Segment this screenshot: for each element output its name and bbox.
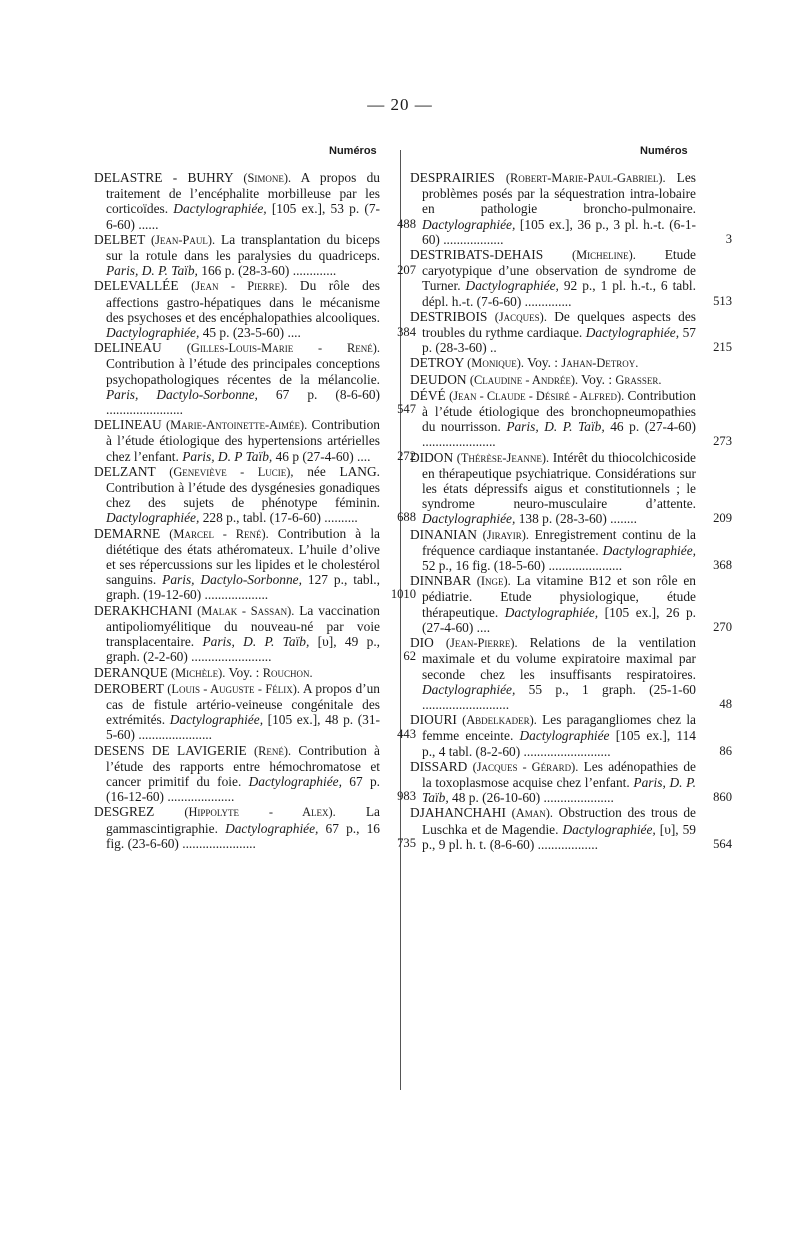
entry-number: 488 [397, 216, 416, 231]
entry-details: [105 ex.], 48 p. (31-5-60) ...................... [106, 712, 380, 743]
entry-title: Les problèmes posés par la séquestration intra-lobaire en pathologie broncho-pulmonaire. [422, 170, 696, 217]
author-given-names: (Monique). [467, 356, 525, 371]
entry-number: 207 [397, 263, 416, 278]
author-given-names: (Jean-Paul). [150, 232, 216, 247]
bibliography-entry [94, 804, 416, 851]
author-surname: DIO [410, 635, 434, 651]
entry-text [94, 603, 384, 665]
author-given-names: (Malak - Sassan). [197, 603, 295, 618]
entry-publisher: Paris, D. P Taïb, [182, 448, 273, 464]
entry-title: Voy. : [578, 371, 616, 387]
author-surname: DIDON [410, 449, 454, 465]
author-given-names: (René). [253, 743, 292, 758]
bibliography-entry [94, 602, 416, 665]
author-surname: DJAHANCHAHI [410, 805, 506, 821]
author-surname: DELZANT [94, 463, 156, 479]
author-surname: DELASTRE - BUHRY [94, 170, 234, 185]
entry-title: Les paragangliomes chez la femme enceinte. [422, 712, 696, 744]
entry-text [94, 170, 384, 232]
entry-text [410, 635, 700, 712]
author-surname: DERANQUE [94, 664, 168, 680]
entry-text [410, 388, 700, 450]
author-given-names: (Jean-Pierre). [445, 636, 518, 651]
left-column-header: Numéros [329, 145, 377, 157]
entry-publisher: Dactylographiée, [106, 510, 200, 526]
author-given-names: (Abdelkader). [462, 713, 537, 728]
entry-details: [105 ex.], 53 p. (7-6-60) ...... [106, 201, 380, 232]
entry-details: [υ], 59 p., 9 pl. h. t. (8-6-60) .................. [422, 821, 697, 852]
author-given-names: (Aman). [511, 806, 553, 821]
entry-details: [105 ex.], 36 p., 3 pl. h.-t. (6-1-60) .................. [422, 216, 696, 247]
author-surname: DEUDON [410, 371, 467, 387]
entry-text [410, 372, 700, 388]
entry-publisher: Dactylographiée, [422, 681, 516, 697]
bibliography-entry [94, 340, 416, 418]
entry-text [94, 417, 384, 464]
entry-number: 688 [397, 510, 416, 525]
author-surname: DESPRAIRIES [410, 170, 495, 185]
author-surname: DESTRIBOIS [410, 308, 488, 324]
author-surname: DELINEAU [94, 417, 162, 433]
entry-text [410, 805, 700, 852]
entry-text [410, 573, 700, 635]
entry-text [94, 804, 384, 851]
author-surname: DELBET [94, 231, 146, 247]
entry-publisher: Paris, Dactylo-Sorbonne, [162, 572, 302, 588]
entry-number: 547 [397, 402, 416, 417]
entry-details: Rouchon. [262, 665, 313, 680]
entry-text [410, 759, 700, 806]
entry-number: 368 [713, 558, 732, 573]
entry-number: 443 [397, 727, 416, 742]
entry-title: Du rôle des affections gastro-hépatiques dans le mécanisme des psychoses et des encéphalopathies alcooliques. [106, 278, 380, 325]
entry-publisher: Paris, D. P. Taïb, [506, 419, 605, 435]
entry-number: 86 [719, 743, 732, 758]
entry-text [410, 450, 700, 527]
entry-details: [105 ex.], 114 p., 4 tabl. (8-2-60) .......................... [422, 728, 696, 759]
author-surname: DISSARD [410, 758, 468, 774]
author-surname: DINNBAR [410, 573, 472, 589]
author-surname: DIOURI [410, 712, 457, 728]
entry-details: 127 p., tabl., graph. (19-12-60) ................... [106, 572, 380, 603]
author-surname: DELINEAU [94, 340, 162, 356]
author-given-names: (Marcel - René). [169, 526, 269, 541]
entry-title: La vitamine B12 et son rôle en pédiatrie. Etude physiologique, étude thérapeutique. [422, 573, 696, 620]
entry-number: 983 [397, 789, 416, 804]
entry-number: 384 [397, 325, 416, 340]
entry-title: Relations de la ventilation maximale et du volume expiratoire maximal par seconde chez les insuffisants respiratoires. [422, 635, 696, 682]
author-given-names: (Thérèse-Jeanne). [456, 450, 550, 465]
page-number: — 20 — [367, 95, 433, 114]
entry-title: Les adénopathies de la toxoplasmose acquise chez l’enfant. [422, 758, 696, 790]
left-entry-list [94, 170, 416, 851]
entry-publisher: Dactylographiée, [248, 773, 342, 789]
entry-number: 564 [713, 836, 732, 851]
entry-text [94, 743, 384, 805]
entry-title: Contribution à l’étude étiologique des bronchopneumopathies du nourrisson. [422, 387, 696, 435]
author-given-names: (Jirayir). [482, 527, 529, 542]
entry-title: Obstruction des trous de Luschka et de Magendie. [422, 805, 696, 837]
entry-publisher: Dactylographiée, [585, 325, 680, 341]
entry-publisher: Dactylographiée, [106, 325, 200, 341]
entry-publisher: Paris, D. P. Taïb, [422, 774, 696, 806]
bibliography-entry [410, 573, 732, 635]
entry-text [94, 665, 384, 681]
entry-details: 166 p. (28-3-60) ............. [197, 263, 337, 279]
entry-title: La vaccination antipoliomyélitique du nouveau-né par voie transplacentaire. [106, 602, 380, 650]
entry-details: 92 p., 1 pl. h.-t., 6 tabl. dépl. h.-t. (7-6-60) .............. [422, 278, 696, 309]
bibliography-entry [410, 805, 732, 852]
entry-title: A propos d’un cas de fistule artério-veineuse congénitale des extrémités. [106, 680, 380, 728]
entry-number: 48 [719, 696, 732, 711]
entry-details: 55 p., 1 graph. (25-1-60 .......................... [422, 681, 696, 712]
author-surname: DETROY [410, 355, 464, 371]
entry-publisher: Dactylographiée, [602, 542, 696, 558]
entry-publisher: Paris, D. P. Taïb, [106, 263, 198, 279]
entry-text [410, 712, 700, 759]
entry-text [410, 170, 700, 247]
author-given-names: (Hippolyte - Alex). [184, 805, 336, 820]
author-surname: DINANIAN [410, 526, 477, 542]
entry-number: 860 [713, 790, 732, 805]
author-given-names: (Simone). [243, 171, 292, 185]
entry-details: 46 p (27-4-60) .... [272, 448, 371, 464]
bibliography-entry [94, 665, 384, 681]
entry-text [94, 232, 384, 279]
author-given-names: (Inge). [476, 574, 511, 589]
right-entry-list [410, 170, 732, 852]
entry-title: La transplantation du biceps sur la rotule dans les paralysies du quadriceps. [106, 231, 380, 264]
bibliography-entry [94, 170, 416, 232]
entry-text [94, 340, 384, 417]
author-surname: DERAKHCHANI [94, 602, 193, 618]
entry-text [410, 309, 700, 356]
column-divider [400, 150, 401, 1090]
entry-title: Contribution à l’étude des principales conceptions psychopathologiques récentes de la mélancolie. [106, 356, 380, 387]
entry-publisher: Dactylographiée, [504, 604, 599, 620]
entry-number: 1010 [390, 587, 416, 602]
entry-publisher: Dactylographiée, [169, 712, 264, 728]
entry-publisher: Dactylographiée [519, 728, 610, 744]
author-given-names: (Geneviève - Lucie), [169, 464, 294, 479]
bibliography-entry [94, 417, 416, 464]
entry-title: Intérêt du thiocolchicoside en thérapeutique psychiatrique. Considérations sur les états dépressifs aigus et constitutionnels ; le syndrome neuro-musculaire d’attente. [422, 449, 696, 512]
bibliography-entry [410, 526, 732, 574]
entry-title: née LANG. Contribution à l’étude des dysgénesies gonadiques chez des sujets de phénotype féminin. [106, 463, 380, 511]
author-given-names: (Jacques). [494, 309, 547, 324]
entry-details: 138 p. (28-3-60) ........ [515, 511, 637, 527]
bibliography-entry [410, 387, 732, 450]
author-given-names: (Micheline). [572, 248, 636, 263]
entry-number: 273 [713, 434, 732, 449]
entry-publisher: Dactylographiée, [422, 511, 516, 527]
entry-number: 215 [713, 340, 732, 355]
bibliography-entry [94, 463, 416, 526]
entry-details: 67 p. (16-12-60) .................... [106, 773, 380, 805]
entry-title: De quelques aspects des troubles du rythme cardiaque. [422, 308, 696, 341]
bibliography-entry [94, 231, 416, 279]
bibliography-entry [410, 247, 732, 309]
entry-number: 513 [713, 293, 732, 308]
entry-publisher: Dactylographiée, [225, 820, 319, 836]
bibliography-entry [94, 742, 416, 805]
author-given-names: (Jacques - Gérard). [472, 759, 579, 774]
bibliography-entry [410, 449, 732, 527]
entry-text [94, 464, 384, 526]
author-surname: DEROBERT [94, 680, 164, 696]
entry-details: 57 p. (28-3-60) .. [422, 325, 696, 356]
entry-number: 3 [725, 231, 732, 246]
bibliography-entry [94, 680, 416, 743]
entry-title: Etude caryotypique d’une observation de syndrome de Turner. [422, 247, 696, 294]
entry-publisher: Paris, D. P. Taïb, [202, 634, 310, 650]
entry-details: Jahan-Detroy. [561, 356, 639, 371]
entry-text [410, 355, 700, 371]
author-surname: DESGREZ [94, 804, 155, 820]
entry-details: 48 p. (26-10-60) ..................... [448, 790, 614, 806]
entry-title: Contribution à l’étude étiologique des hypertensions artérielles chez l’enfant. [106, 417, 380, 464]
author-given-names: (Robert-Marie-Paul-Gabriel). [505, 171, 666, 185]
author-given-names: (Marie-Antoinette-Aimée). [165, 418, 308, 433]
entry-details: 52 p., 16 fig. (18-5-60) ...................... [422, 558, 623, 574]
entry-text [410, 247, 700, 309]
entry-title: La gammascintigraphie. [106, 804, 380, 836]
bibliography-entry [410, 170, 732, 247]
author-given-names: (Michèle). [171, 665, 226, 680]
author-given-names: (Gilles-Louis-Marie - René). [186, 341, 380, 356]
bibliography-entry [410, 712, 732, 759]
bibliography-entry [94, 525, 416, 603]
entry-details: 45 p. (23-5-60) .... [199, 325, 301, 341]
entry-details: 228 p., tabl. (17-6-60) .......... [199, 510, 358, 526]
bibliography-entry [410, 758, 732, 806]
entry-publisher: Dactylographiée, [562, 821, 656, 837]
entry-publisher: Paris, Dactylo-Sorbonne, [106, 386, 258, 402]
author-given-names: (Jean - Pierre). [191, 279, 288, 294]
entry-title: Enregistrement continu de la fréquence cardiaque instantanée. [422, 526, 696, 558]
right-column-header: Numéros [640, 145, 688, 157]
entry-text [94, 278, 384, 340]
entry-number: 270 [713, 619, 732, 634]
bibliography-entry [94, 278, 416, 341]
entry-title: Voy. : [524, 355, 562, 371]
bibliography-entry [410, 308, 732, 356]
entry-text [94, 681, 384, 743]
author-surname: DEMARNE [94, 525, 161, 541]
author-given-names: (Jean - Claude - Désiré - Alfred). [449, 388, 625, 403]
entry-title: Voy. : [225, 664, 263, 680]
entry-number: 735 [397, 835, 416, 850]
bibliography-entry [410, 372, 700, 388]
entry-details: 67 p. (8-6-60) ....................... [106, 386, 380, 418]
entry-title: Contribution à la diététique des états athéromateux. L’huile d’olive et ses répercussions sur les lipides et le cholestérol sanguins. [106, 525, 380, 588]
author-given-names: (Louis - Auguste - Félix). [167, 681, 300, 696]
author-surname: DESENS DE LAVIGERIE [94, 742, 247, 758]
author-surname: DÉVÉ [410, 387, 446, 403]
author-surname: DESTRIBATS-DEHAIS [410, 247, 544, 263]
entry-details: 46 p. (27-4-60) ...................... [422, 419, 697, 450]
entry-details: [105 ex.], 26 p. (27-4-60) .... [422, 604, 696, 635]
entry-publisher: Dactylographiée, [422, 216, 516, 232]
entry-details: [υ], 49 p., graph. (2-2-60) ........................ [106, 634, 381, 665]
bibliography-entry [410, 355, 700, 371]
entry-details: 67 p., 16 fig. (23-6-60) ...................... [106, 820, 380, 851]
entry-text [410, 527, 700, 574]
entry-number: 272 [397, 448, 416, 463]
entry-title: A propos du traitement de l’encéphalite morbilleuse par les corticoïdes. [106, 170, 380, 217]
author-surname: DELEVALLÉE [94, 278, 179, 294]
entry-number: 209 [713, 511, 732, 526]
entry-details: Grasser. [615, 372, 662, 387]
bibliography-entry [410, 635, 732, 712]
entry-publisher: Dactylographiée, [173, 201, 267, 217]
entry-title: Contribution à l’étude des rapports entre hémochromatose et cancer primitif du foie. [106, 742, 380, 789]
entry-text [94, 526, 384, 603]
entry-publisher: Dactylographiée, [465, 278, 559, 294]
author-given-names: (Claudine - Andrée). [469, 372, 579, 387]
entry-number: 62 [403, 649, 416, 664]
